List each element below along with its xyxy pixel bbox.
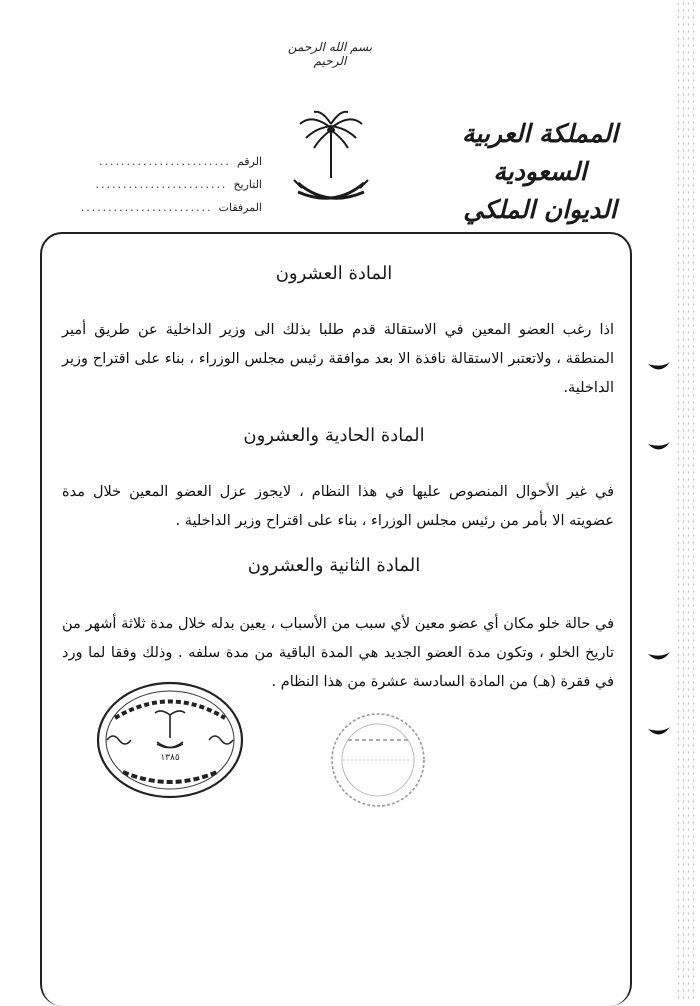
article-20-title: المادة العشرون: [275, 263, 393, 284]
binder-hole-mark-icon: [646, 650, 672, 664]
reference-date-value: ........................: [95, 178, 228, 191]
reference-block: [62, 150, 262, 219]
basmala: بسم الله الرحمن الرحيم: [287, 40, 373, 68]
reference-attachments-label: المرفقات: [218, 201, 262, 214]
seal-year: ١٣٨٥: [160, 753, 180, 763]
reference-number-label: الرقم: [236, 155, 262, 168]
faint-round-stamp: [318, 710, 438, 810]
binder-hole-mark-icon: [646, 440, 672, 454]
kingdom-calligraphy: [440, 115, 640, 229]
palm-swords-emblem-icon: [292, 108, 370, 218]
article-21-title: المادة الحادية والعشرون: [243, 425, 425, 446]
kingdom-name: المملكة العربية السعودية: [462, 119, 618, 186]
reference-attachments-row: [62, 196, 262, 219]
binder-hole-mark-icon: [646, 360, 672, 374]
binder-hole-mark-icon: [646, 725, 672, 739]
reference-number-row: [62, 150, 262, 173]
reference-number-value: ........................: [99, 155, 231, 168]
reference-date-label: التاريخ: [233, 178, 262, 191]
article-22-title: المادة الثانية والعشرون: [247, 555, 421, 576]
royal-court-seal-stamp: [95, 680, 245, 800]
page-margin-dots: [676, 0, 696, 1000]
reference-attachments-value: ........................: [80, 201, 213, 214]
article-22-text: في حالة خلو مكان أي عضو معين لأي سبب من الأسباب ، يعين بدله خلال مدة ثلاثة أشهر من تاريخ الخلو ، وتكون مدة العضو الجديد هي المدة الباقية من مدة سلفه . وذلك وفقا لما ورد في فقرة (هـ) من المادة السادسة عشرة من هذا النظام .: [62, 616, 614, 690]
article-21-text: في غير الأحوال المنصوص عليها في هذا النظام ، لايجوز عزل العضو المعين خلال مدة عضويته الا بأمر من رئيس مجلس الوزراء ، بناء على اقتراح وزير الداخلية .: [62, 484, 614, 529]
reference-date-row: [62, 173, 262, 196]
article-20-text: اذا رغب العضو المعين في الاستقالة قدم طلبا بذلك الى وزير الداخلية عن طريق أمير المنطقة ، ولاتعتبر الاستقالة نافذة الا بعد موافقة رئيس مجلس الوزراء ، بناء على اقتراح وزير الداخلية.: [62, 322, 614, 396]
royal-court-name: الديوان الملكي: [463, 195, 617, 224]
